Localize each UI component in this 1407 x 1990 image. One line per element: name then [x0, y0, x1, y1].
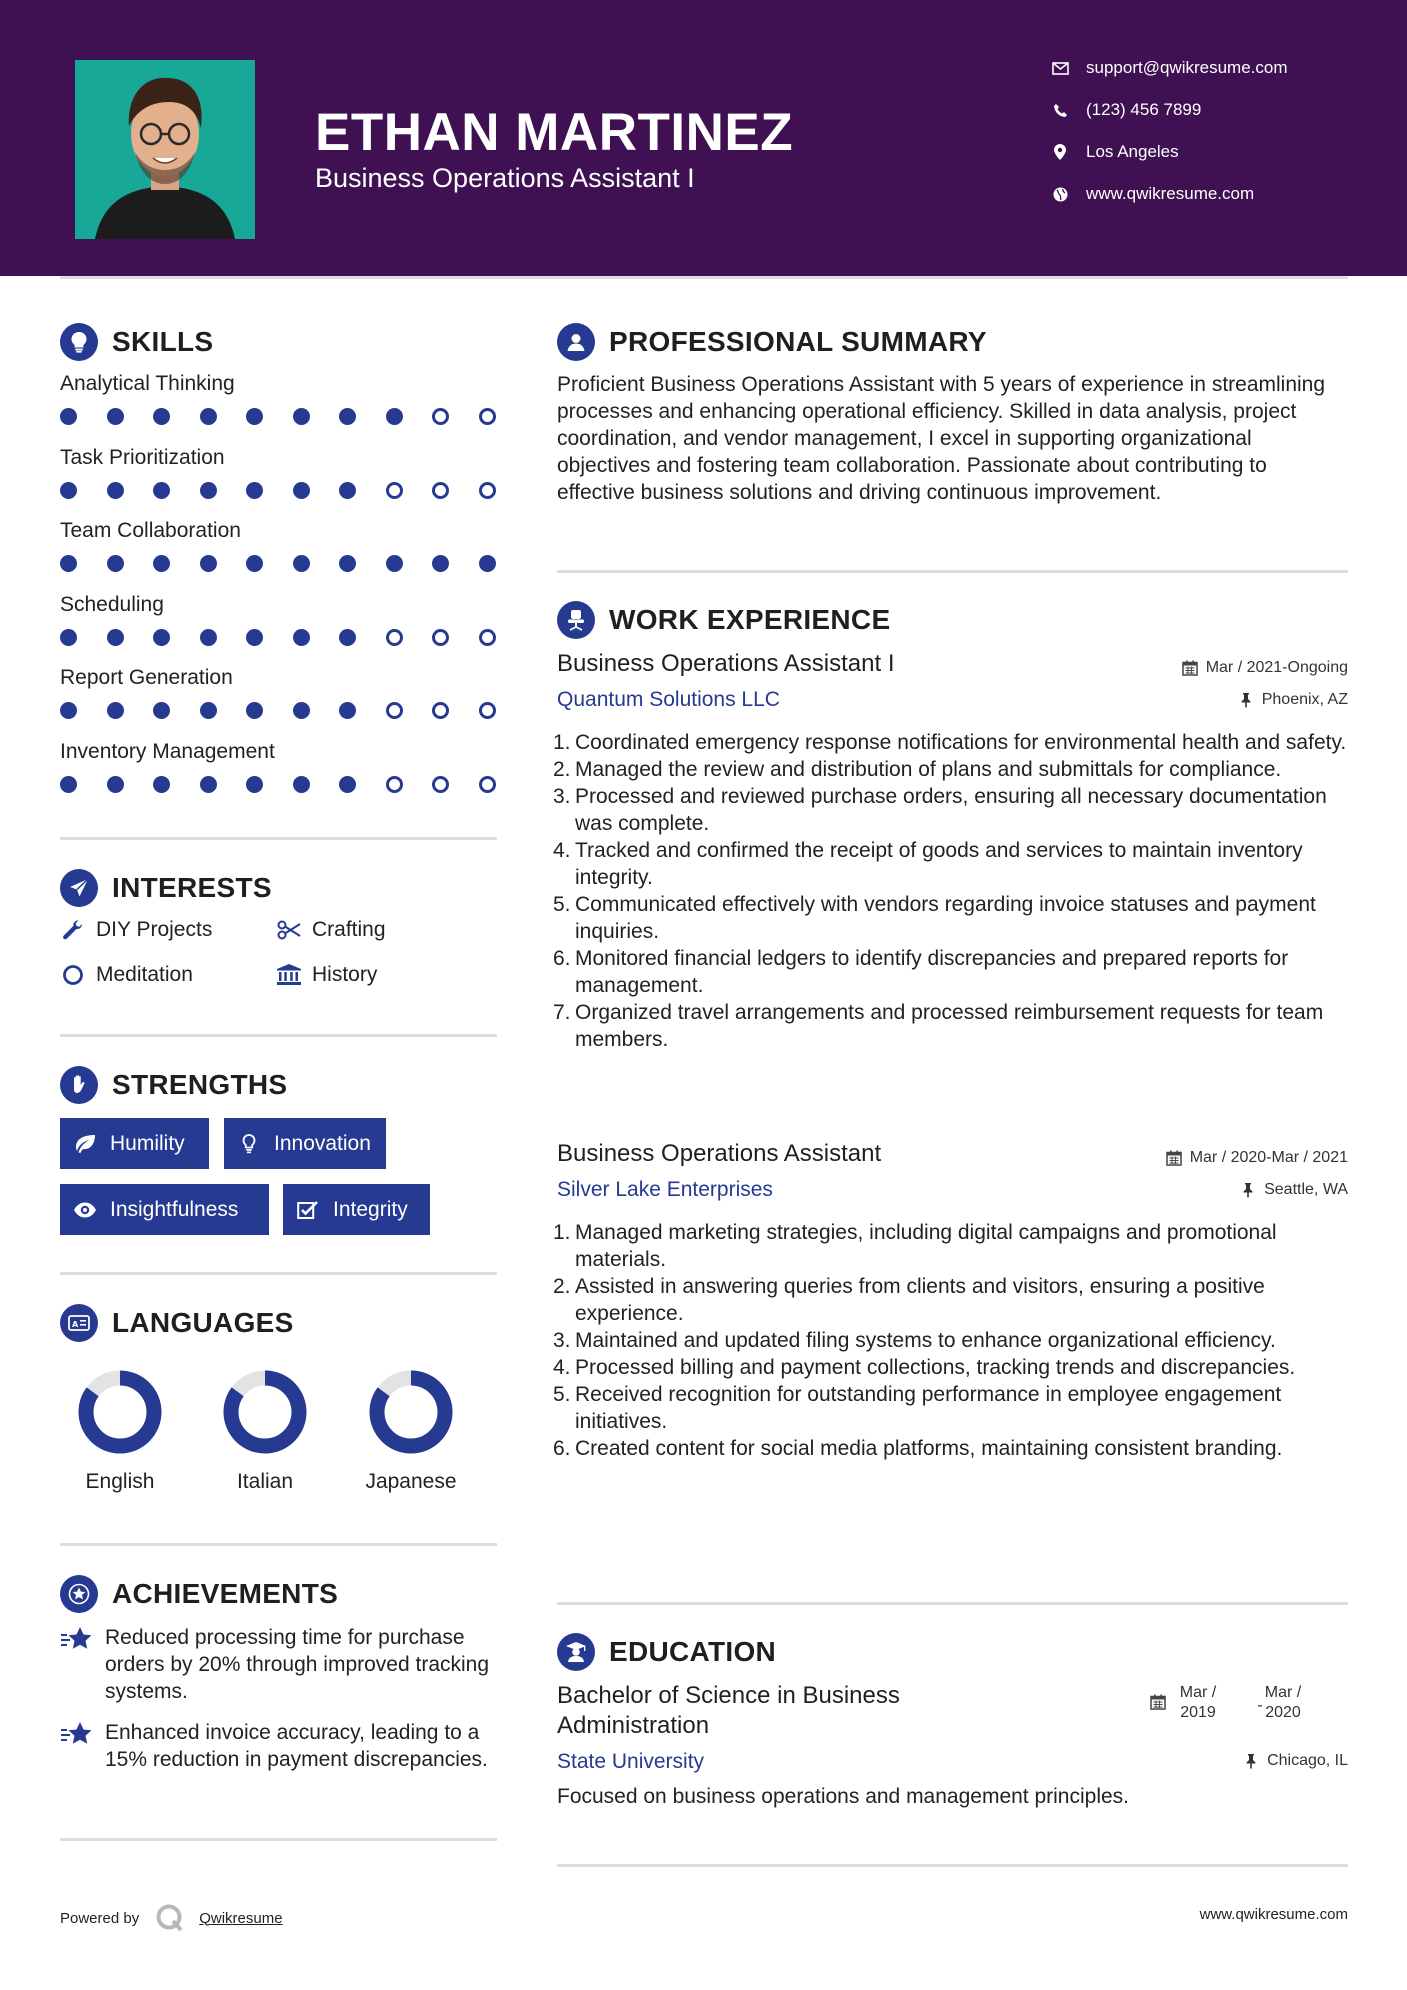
calendar-icon [1150, 1694, 1166, 1715]
achievement-text: Reduced processing time for purchase orders by 20% through improved tracking systems. [105, 1626, 490, 1703]
rating-dot-filled [200, 629, 217, 646]
rating-dot-filled [200, 408, 217, 425]
achievements-heading-text: ACHIEVEMENTS [112, 1578, 339, 1609]
strength-label: Innovation [274, 1131, 371, 1155]
education-location [1242, 1752, 1348, 1770]
rating-dot-filled [339, 702, 356, 719]
bullet-number: 6. [553, 1437, 571, 1460]
rating-dot-filled [107, 408, 124, 425]
id-card-icon [60, 1304, 98, 1342]
job-dates-text: Mar / 2020-Mar / 2021 [1189, 1149, 1348, 1166]
language-item [190, 1368, 340, 1494]
globe-icon [1050, 184, 1070, 204]
summary-text: Proficient Business Operations Assistant with 5 years of experience in streamlining processes and enhancing operational efficiency. Skilled in data analysis, project coordination, and vendor management, I excel in supporting organizational objectives and fostering team collaboration. Passionate about contributing to effective business solutions and driving continuous improvement. [557, 373, 1326, 504]
job-bullet [553, 1327, 1357, 1354]
job-dates [1181, 659, 1348, 677]
rating-dot-empty [386, 776, 403, 793]
office-chair-icon [557, 601, 595, 639]
profile-photo [75, 60, 255, 239]
rating-dot-filled [246, 555, 263, 572]
job-bullet [553, 1354, 1357, 1381]
summary-heading-text: PROFESSIONAL SUMMARY [609, 326, 987, 357]
education-start-date [1174, 1683, 1222, 1723]
job-bullet [553, 1219, 1357, 1273]
scissors-icon [276, 918, 302, 942]
eye-icon [72, 1199, 98, 1221]
language-name: Italian [236, 1470, 294, 1493]
powered-by-text: Powered by [60, 1909, 140, 1927]
bullet-text: Managed the review and distribution of plans and submittals for compliance. [575, 758, 1282, 781]
language-proficiency-ring [367, 1368, 455, 1456]
rating-dot-empty [432, 776, 449, 793]
pushpin-icon [1239, 1181, 1257, 1199]
languages-heading [60, 1304, 294, 1342]
header-divider [60, 276, 1348, 279]
education-heading [557, 1633, 776, 1671]
degree-title [557, 1681, 900, 1741]
job-bullet [553, 1381, 1357, 1435]
education-description: Focused on business operations and management principles. [557, 1785, 1130, 1808]
candidate-title: Business Operations Assistant I [315, 163, 695, 193]
rating-dot-filled [60, 408, 77, 425]
job-bullet [553, 891, 1357, 945]
rating-dot-filled [60, 776, 77, 793]
rating-dot-filled [153, 776, 170, 793]
interests-heading [60, 869, 272, 907]
bullet-text: Tracked and confirmed the receipt of goods and services to maintain inventory integrity. [575, 839, 1303, 889]
interest-label: History [312, 963, 378, 986]
rating-dot-empty [432, 482, 449, 499]
bullet-text: Organized travel arrangements and processed reimbursement requests for team members. [575, 1001, 1324, 1051]
envelope-icon [1050, 58, 1070, 78]
rating-dot-filled [386, 555, 403, 572]
skill-name: Team Collaboration [60, 519, 241, 542]
job-bullet [553, 729, 1357, 756]
section-divider [557, 1602, 1348, 1605]
section-divider [557, 1864, 1348, 1867]
education-end-date [1258, 1683, 1308, 1723]
language-item [45, 1368, 195, 1494]
job-location [1239, 1181, 1348, 1199]
interest-label: Meditation [96, 963, 193, 986]
rating-dot-filled [153, 555, 170, 572]
job-bullet [553, 1273, 1357, 1327]
lightbulb-icon [236, 1133, 262, 1155]
language-proficiency-ring [221, 1368, 309, 1456]
skills-heading [60, 323, 213, 361]
company-name: Quantum Solutions LLC [557, 688, 780, 711]
job-bullet [553, 837, 1357, 891]
rating-dot-filled [107, 482, 124, 499]
rating-dot-filled [60, 702, 77, 719]
pushpin-icon [1242, 1752, 1260, 1770]
bullet-number: 3. [553, 1329, 571, 1352]
rating-dot-filled [293, 776, 310, 793]
phone-icon [1050, 100, 1070, 120]
job-title: Business Operations Assistant [557, 1140, 882, 1167]
bullet-text: Processed billing and payment collections, tracking trends and discrepancies. [575, 1356, 1296, 1379]
job-bullet [553, 945, 1357, 999]
skill-rating [60, 482, 525, 499]
rating-dot-empty [479, 482, 496, 499]
rating-dot-filled [200, 555, 217, 572]
experience-heading-text: WORK EXPERIENCE [609, 604, 891, 635]
rating-dot-filled [246, 776, 263, 793]
section-divider [60, 1034, 497, 1037]
rating-dot-empty [432, 702, 449, 719]
user-icon [557, 323, 595, 361]
skill-rating [60, 702, 525, 719]
rating-dot-empty [386, 482, 403, 499]
rating-dot-empty [479, 776, 496, 793]
bullet-number: 5. [553, 893, 571, 916]
date-separator: - [1257, 1697, 1263, 1714]
bullet-text: Processed and reviewed purchase orders, ensuring all necessary documentation was complete. [575, 785, 1327, 835]
skill-rating [60, 555, 525, 572]
bullet-text: Assisted in answering queries from clients and visitors, ensuring a positive experience. [575, 1275, 1265, 1325]
bullet-number: 4. [553, 839, 571, 862]
rating-dot-filled [153, 408, 170, 425]
date-year: 2019 [1180, 1704, 1216, 1721]
date-month: Mar / [1179, 1684, 1217, 1701]
rating-dot-filled [153, 702, 170, 719]
job-location-text: Phoenix, AZ [1261, 691, 1348, 708]
bullet-text: Received recognition for outstanding performance in employee engagement initiatives. [575, 1383, 1282, 1433]
calendar-icon [1165, 1149, 1183, 1167]
language-name: Japanese [365, 1470, 457, 1493]
contact-website-text: www.qwikresume.com [1086, 184, 1255, 203]
rating-dot-filled [339, 776, 356, 793]
skills-heading-text: SKILLS [112, 326, 214, 357]
rating-dot-filled [293, 629, 310, 646]
skill-name: Scheduling [60, 592, 164, 616]
rating-dot-filled [246, 482, 263, 499]
wrench-icon [60, 918, 86, 942]
contact-phone-text: (123) 456 7899 [1086, 100, 1202, 119]
circle-icon [60, 963, 86, 987]
interest-item [60, 918, 212, 942]
rating-dot-filled [293, 702, 310, 719]
job-bullets [553, 1219, 1357, 1462]
contact-phone[interactable] [1050, 100, 1201, 120]
job-location [1237, 691, 1348, 709]
rating-dot-empty [479, 408, 496, 425]
rating-dot-filled [339, 629, 356, 646]
map-pin-icon [1050, 142, 1070, 162]
job-dates [1165, 1149, 1348, 1167]
experience-heading [557, 601, 890, 639]
job-bullet [553, 999, 1357, 1053]
footer-website[interactable]: www.qwikresume.com [1199, 1906, 1348, 1923]
rating-dot-filled [246, 702, 263, 719]
skill-name: Inventory Management [60, 739, 275, 763]
rating-dot-filled [200, 776, 217, 793]
raised-hand-icon [60, 1066, 98, 1104]
qwikresume-logo-icon [155, 1903, 185, 1933]
museum-icon [276, 963, 302, 987]
school-name: State University [557, 1750, 705, 1773]
interests-heading-text: INTERESTS [112, 872, 272, 903]
strength-tag [60, 1184, 269, 1235]
bullet-number: 1. [553, 731, 571, 754]
date-month: Mar / [1264, 1684, 1302, 1701]
interest-label: Crafting [312, 918, 386, 941]
rating-dot-empty [386, 629, 403, 646]
contact-email-text: support@qwikresume.com [1086, 58, 1288, 77]
bullet-number: 7. [553, 1001, 571, 1024]
pushpin-icon [1237, 691, 1255, 709]
rating-dot-filled [107, 629, 124, 646]
interest-label: DIY Projects [96, 918, 213, 941]
bullet-text: Monitored financial ledgers to identify discrepancies and prepared reports for management. [575, 947, 1289, 997]
job-bullet [553, 1435, 1357, 1462]
section-divider [60, 1838, 497, 1841]
leaf-icon [72, 1133, 98, 1155]
rating-dot-filled [60, 482, 77, 499]
section-divider [60, 1272, 497, 1275]
language-item [336, 1368, 486, 1494]
skill-rating [60, 408, 525, 425]
strength-label: Humility [110, 1131, 185, 1155]
languages-heading-text: LANGUAGES [112, 1307, 294, 1338]
rating-dot-filled [200, 702, 217, 719]
rating-dot-filled [339, 408, 356, 425]
section-divider [557, 570, 1348, 573]
rating-dot-empty [479, 629, 496, 646]
degree-line: Bachelor of Science in Business [557, 1682, 900, 1709]
bullet-number: 4. [553, 1356, 571, 1379]
strengths-heading-text: STRENGTHS [112, 1069, 288, 1100]
lightbulb-icon [60, 323, 98, 361]
rating-dot-filled [432, 555, 449, 572]
interest-item [276, 963, 377, 987]
education-location-text: Chicago, IL [1267, 1752, 1348, 1769]
bullet-text: Created content for social media platforms, maintaining consistent branding. [575, 1437, 1283, 1460]
skill-name: Analytical Thinking [60, 372, 235, 395]
svg-text:A: A [72, 1320, 79, 1329]
graduate-icon [557, 1633, 595, 1671]
strength-label: Insightfulness [110, 1197, 239, 1221]
degree-line: Administration [557, 1712, 710, 1739]
check-square-icon [295, 1199, 321, 1221]
skill-name: Report Generation [60, 666, 233, 689]
contact-email[interactable] [1050, 58, 1288, 78]
rating-dot-filled [386, 408, 403, 425]
job-bullets [553, 729, 1357, 1053]
achievement-item [60, 1719, 490, 1773]
job-title: Business Operations Assistant I [557, 650, 895, 677]
rating-dot-filled [246, 408, 263, 425]
interest-item [276, 918, 386, 942]
rating-dot-filled [153, 629, 170, 646]
strength-tag [224, 1118, 386, 1169]
rating-dot-filled [293, 408, 310, 425]
rating-dot-filled [60, 629, 77, 646]
contact-location-text: Los Angeles [1086, 142, 1179, 161]
contact-location [1050, 142, 1179, 162]
rating-dot-filled [107, 555, 124, 572]
company-name: Silver Lake Enterprises [557, 1178, 773, 1201]
bullet-number: 2. [553, 1275, 571, 1298]
skill-name: Task Prioritization [60, 445, 225, 469]
interest-item [60, 963, 193, 987]
achievements-heading [60, 1575, 338, 1613]
rating-dot-filled [339, 482, 356, 499]
rating-dot-filled [293, 555, 310, 572]
job-bullet [553, 783, 1357, 837]
star-badge-icon [60, 1575, 98, 1613]
star-icon [60, 1719, 94, 1773]
achievement-item [60, 1624, 490, 1705]
star-icon [60, 1624, 94, 1705]
rating-dot-filled [107, 702, 124, 719]
rating-dot-empty [432, 629, 449, 646]
section-divider [60, 1543, 497, 1546]
candidate-name: ETHAN MARTINEZ [315, 103, 794, 162]
rating-dot-filled [107, 776, 124, 793]
skill-rating [60, 629, 525, 646]
calendar-icon [1181, 659, 1199, 677]
skill-rating [60, 776, 525, 793]
bullet-number: 5. [553, 1383, 571, 1406]
bullet-text: Managed marketing strategies, including digital campaigns and promotional materials. [575, 1221, 1277, 1271]
contact-website[interactable] [1050, 184, 1254, 204]
rating-dot-filled [339, 555, 356, 572]
bullet-number: 3. [553, 785, 571, 808]
language-proficiency-ring [76, 1368, 164, 1456]
bullet-text: Communicated effectively with vendors regarding invoice statuses and payment inquiries. [575, 893, 1316, 943]
strength-tag [60, 1118, 209, 1169]
summary-heading [557, 323, 987, 361]
footer-powered-by [60, 1903, 283, 1933]
rating-dot-filled [479, 555, 496, 572]
rating-dot-empty [479, 702, 496, 719]
date-year: 2020 [1265, 1704, 1301, 1721]
rating-dot-filled [200, 482, 217, 499]
bullet-number: 1. [553, 1221, 571, 1244]
bullet-text: Maintained and updated filing systems to enhance organizational efficiency. [575, 1329, 1276, 1352]
language-name: English [85, 1470, 155, 1493]
strength-tag [283, 1184, 430, 1235]
strength-label: Integrity [333, 1197, 408, 1221]
rating-dot-filled [246, 629, 263, 646]
bullet-number: 2. [553, 758, 571, 781]
rating-dot-filled [153, 482, 170, 499]
bullet-text: Coordinated emergency response notifications for environmental health and safety. [575, 731, 1347, 754]
bullet-number: 6. [553, 947, 571, 970]
rating-dot-filled [293, 482, 310, 499]
rating-dot-empty [432, 408, 449, 425]
rating-dot-filled [60, 555, 77, 572]
job-bullet [553, 756, 1357, 783]
job-dates-text: Mar / 2021-Ongoing [1205, 659, 1348, 676]
rating-dot-empty [386, 702, 403, 719]
achievement-text: Enhanced invoice accuracy, leading to a 15% reduction in payment discrepancies. [105, 1721, 488, 1771]
education-heading-text: EDUCATION [609, 1636, 777, 1667]
qwikresume-link[interactable]: Qwikresume [199, 1909, 283, 1927]
paper-plane-icon [60, 869, 98, 907]
strengths-heading [60, 1066, 287, 1104]
job-location-text: Seattle, WA [1264, 1181, 1348, 1198]
section-divider [60, 837, 497, 840]
